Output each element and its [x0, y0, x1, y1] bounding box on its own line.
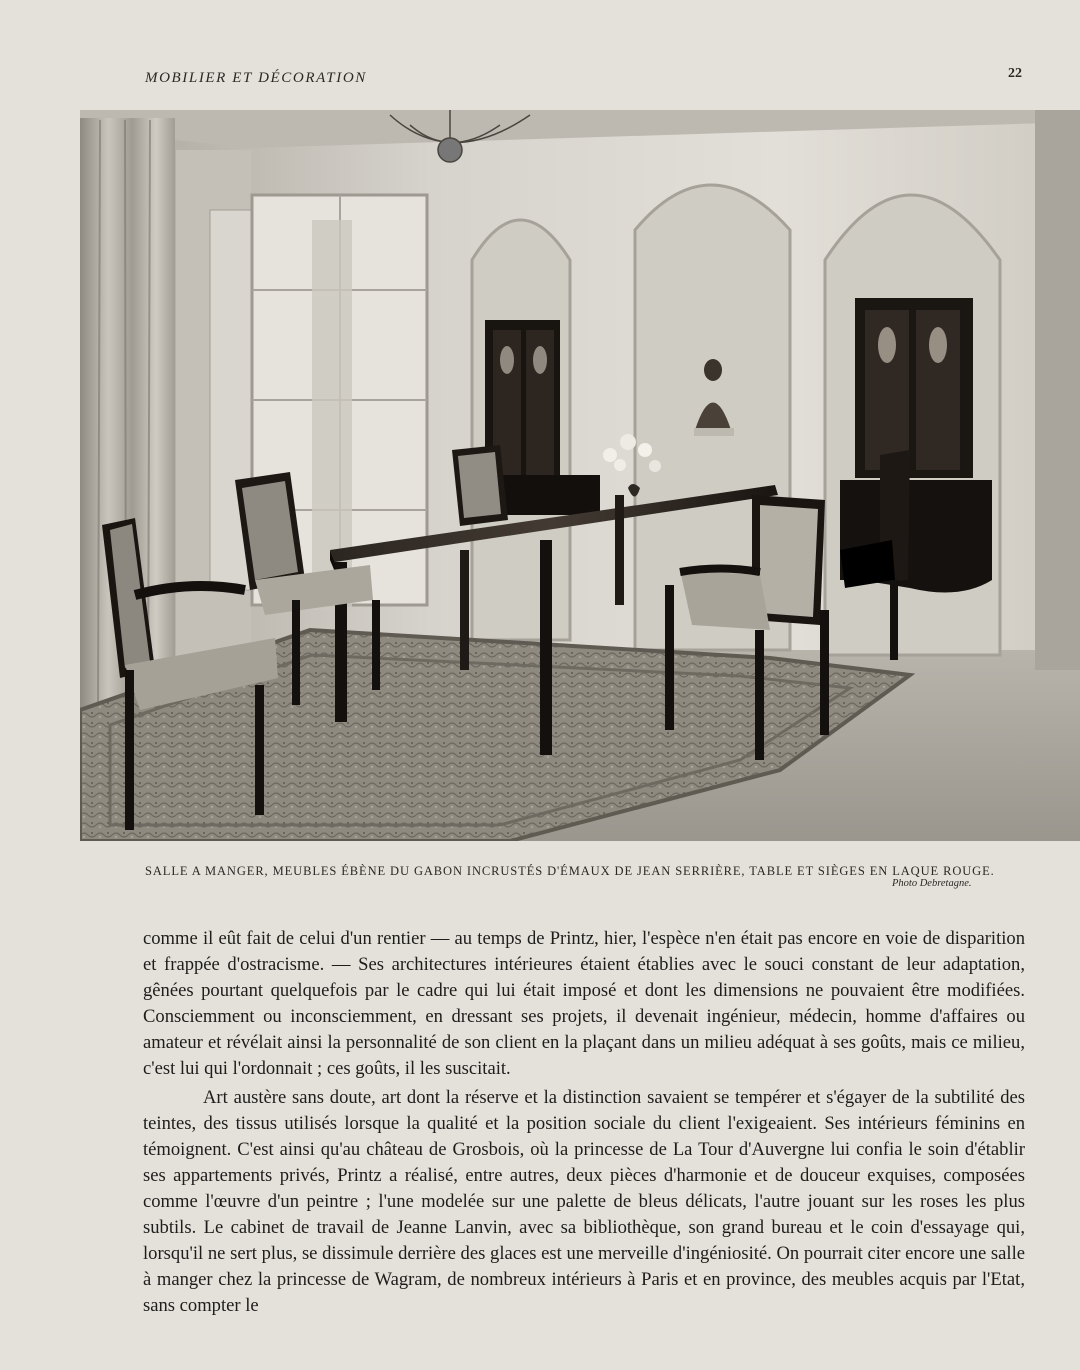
article-body — [143, 926, 1025, 1319]
photo-credit: Photo Debretagne. — [892, 878, 972, 889]
body-paragraph: comme il eût fait de celui d'un rentier — au temps de Printz, hier, l'espèce n'en était pas encore en voie de disparition et frappée d'ostracisme. — Ses architectures intérieures étaient établies avec le souci constant de leur adaptation, gênées pourtant quelquefois par le cadre qui lui était imposé et dont les dimensions ne pouvaient être modifiées. Consciemment ou inconsciemment, en dressant ses projets, il devenait ingénieur, médecin, homme d'affaires ou amateur et révélait ainsi la personnalité de son client en la plaçant dans un milieu adéquat à ses goûts, mais ce milieu, c'est lui qui l'ordonnait ; ces goûts, il les suscitait. — [143, 928, 1025, 1080]
figure-caption: SALLE A MANGER, MEUBLES ÉBÈNE DU GABON INCRUSTÉS D'ÉMAUX DE JEAN SERRIÈRE, TABLE ET SIÈGES EN LAQUE ROUGE. — [145, 864, 995, 878]
dining-room-photo-drawing — [80, 110, 1080, 841]
running-title: MOBILIER ET DÉCORATION — [145, 70, 367, 86]
chair-back-center — [452, 445, 508, 526]
body-paragraph: Art austère sans doute, art dont la réserve et la distinction savaient se tempérer et s'égayer de la subtilité des teintes, des tissus utilisés lorsque la qualité et la position sociale du client l'exigeaient. Ses intérieurs féminins en témoignent. C'est ainsi qu'au château de Grosbois, où la princesse de La Tour d'Auvergne lui confia le soin d'établir ses appartements privés, Printz a réalisé, entre autres, deux pièces d'harmonie et de douceur exquises, composées comme l'œuvre d'un peintre ; l'une modelée sur une palette de bleus délicats, l'autre jouant sur les roses les plus subtils. Le cabinet de travail de Jeanne Lanvin, avec sa bibliothèque, son grand bureau et le coin d'essayage qui, lorsqu'il ne sert plus, se dissimule derrière des glaces est une merveille d'ingéniosité. On pourrait citer encore une salle à manger chez la princesse de Wagram, de nombreux intérieurs à Paris et en province, des meubles acquis par l'Etat, sans compter le — [143, 1086, 1025, 1317]
right-pilaster — [1035, 110, 1080, 670]
dining-room-photograph — [80, 110, 1080, 841]
page-number: 22 — [1008, 66, 1022, 81]
